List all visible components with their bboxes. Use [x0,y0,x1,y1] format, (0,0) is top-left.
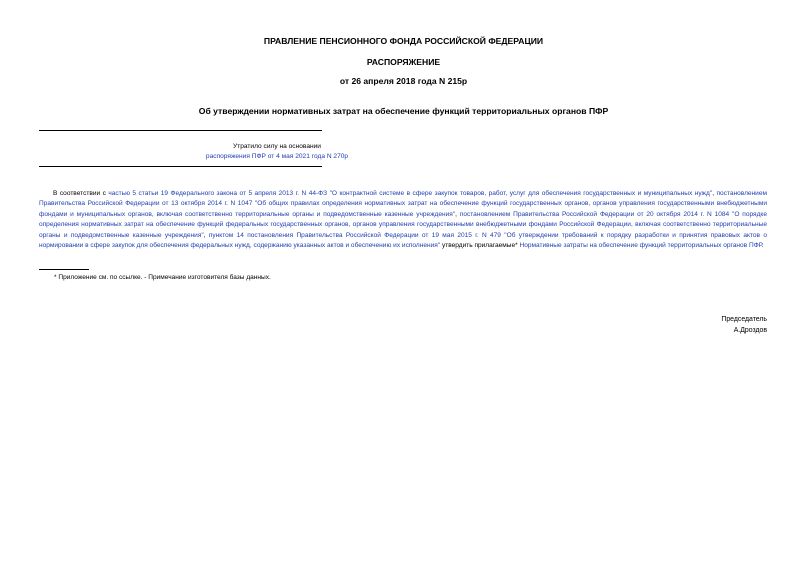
divider-bottom [39,166,322,167]
org-name: ПРАВЛЕНИЕ ПЕНСИОННОГО ФОНДА РОССИЙСКОЙ ФЕДЕРАЦИИ [263,36,544,46]
body-text: В соответствии с [53,190,109,197]
divider-top [39,130,322,131]
lost-force-link[interactable]: распоряжения ПФР от 4 мая 2021 года N 270р [205,153,349,160]
document-date-number: от 26 апреля 2018 года N 215р [339,76,468,86]
link-resolution-479[interactable]: пунктом 14 постановления Правительства Российской Федерации от 19 мая 2015 г. N 479 "Об утверждении требований к порядку разработки и принятия правовых актов о нормировании в сфере закупок для обеспечения федеральных нужд, содержанию указанных актов и обеспечению их исполнения" [39,231,767,250]
document-type: РАСПОРЯЖЕНИЕ [366,57,441,67]
link-resolution-1047[interactable]: постановлением Правительства Российской Федерации от 13 октября 2014 г. N 1047 "Об общих правилах определения нормативных затрат на обеспечение функций государственных органов, органов управления государственными внебюджетными фондами и муниципальных органов, включая соответственно территориальные органы и подведомственные казенные учреждения" [39,190,767,218]
body-paragraph [39,189,767,251]
body-text: , [203,231,209,239]
signature-name: А.Дроздов [733,327,767,334]
document-title: Об утверждении нормативных затрат на обеспечение функций территориальных органов ПФР [198,106,609,116]
footnote: * Приложение см. по ссылке. - Примечание изготовителя базы данных. [54,274,271,281]
link-federal-law-44fz[interactable]: частью 5 статьи 19 Федерального закона от 5 апреля 2013 г. N 44-ФЗ "О контрактной системе в сфере закупок товаров, работ, услуг для обеспечения государственных и муниципальных нужд" [108,190,713,197]
lost-force-link-wrap [39,153,515,160]
body-text: , [712,190,717,197]
link-normative-costs[interactable]: Нормативные затраты на обеспечение функций территориальных органов ПФР [519,242,762,250]
body-text: утвердить прилагаемые* [440,242,520,250]
link-resolution-1084[interactable]: постановлением Правительства Российской Федерации от 20 октября 2014 г. N 1084 "О порядке определения нормативных затрат на обеспечение функций федеральных государственных органов, органов управления государственными внебюджетными фондами Российской Федерации, включая соответственно территориальные органы и подведомственные казенные учреждения" [39,210,768,239]
footnote-divider [39,269,89,270]
body-text: , [455,210,460,218]
body-text: . [761,242,764,250]
signature-position: Председатель [721,316,767,323]
lost-force-label: Утратило силу на основании [233,143,321,150]
